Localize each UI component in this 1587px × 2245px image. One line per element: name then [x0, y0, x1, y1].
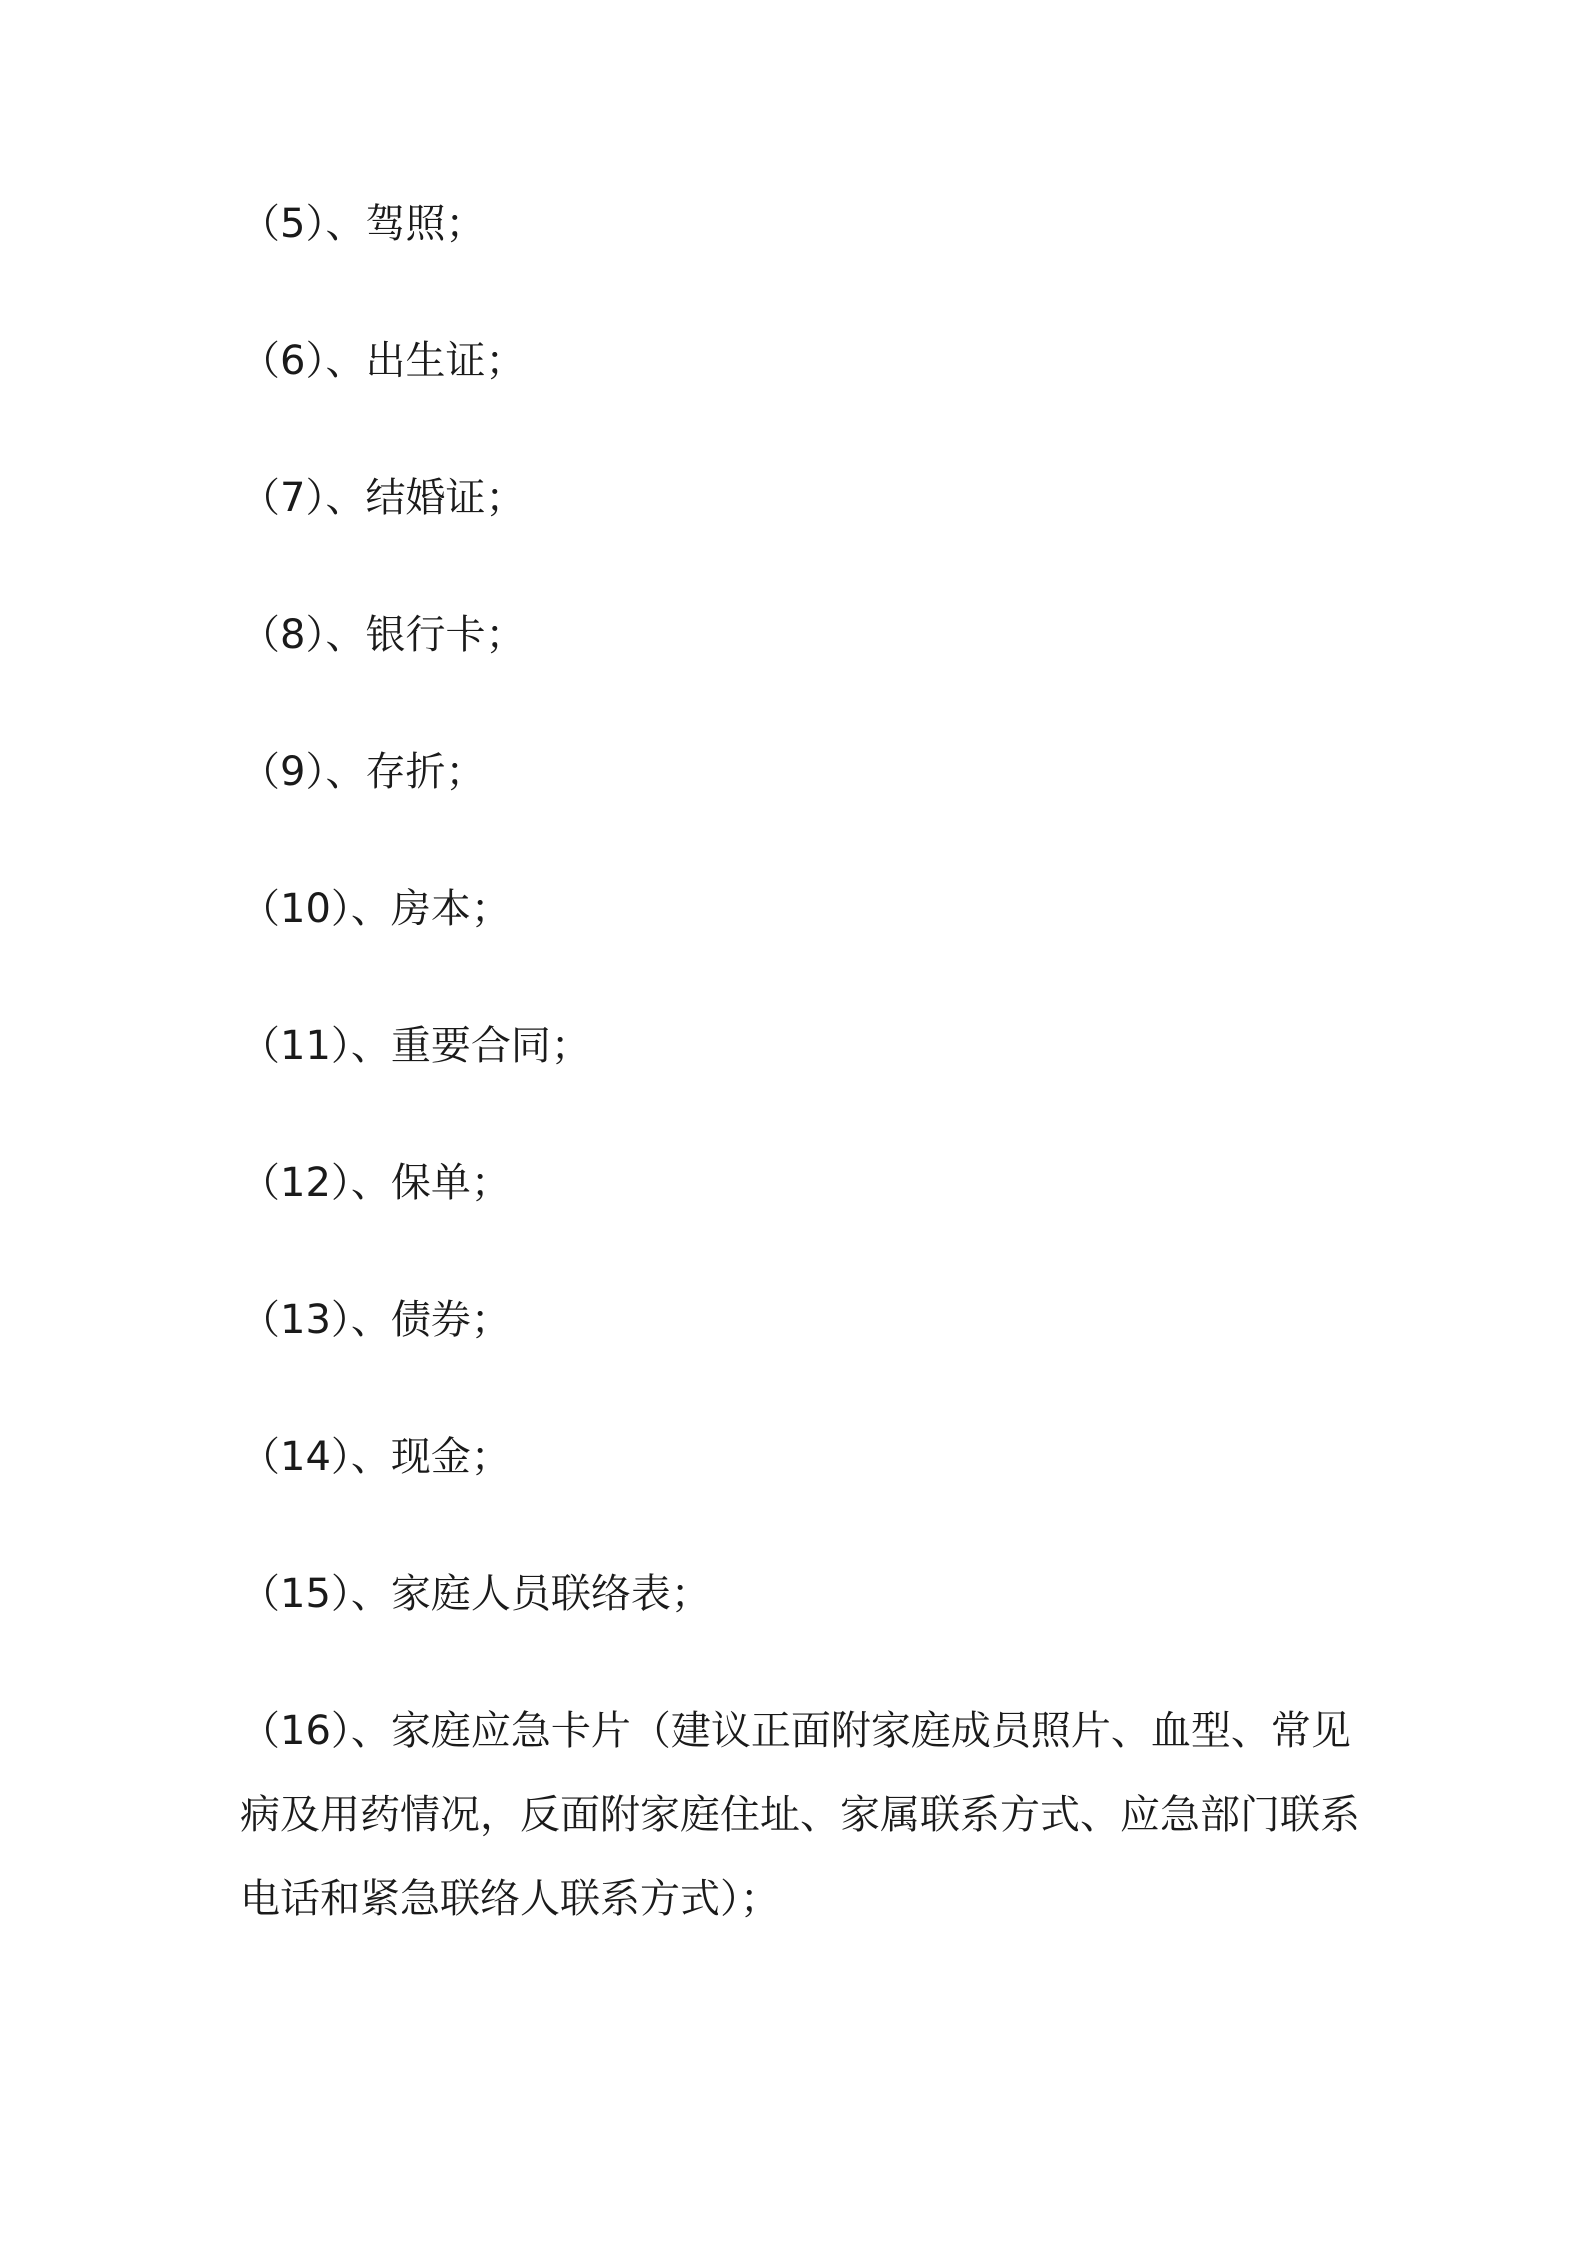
list-item: （6）、出生证； — [240, 338, 526, 384]
list-item: （9）、存折； — [240, 749, 486, 795]
list-item: （5）、驾照； — [240, 201, 486, 247]
list-item: （10）、房本； — [240, 886, 511, 932]
paragraph-line: 病及用药情况，反面附家庭住址、家属联系方式、应急部门联系 — [240, 1792, 1360, 1838]
list-item: （14）、现金； — [240, 1434, 511, 1480]
paragraph-line: （16）、家庭应急卡片（建议正面附家庭成员照片、血型、常见 — [240, 1708, 1351, 1754]
list-item: （15）、家庭人员联络表； — [240, 1571, 711, 1617]
paragraph-line: 电话和紧急联络人联系方式）； — [240, 1876, 780, 1922]
list-item: （11）、重要合同； — [240, 1023, 591, 1069]
list-item: （7）、结婚证； — [240, 475, 526, 521]
list-item-emergency-card — [240, 1689, 1360, 1941]
list-item: （13）、债券； — [240, 1297, 511, 1343]
document-list — [240, 200, 1360, 1941]
list-item: （8）、银行卡； — [240, 612, 526, 658]
list-item: （12）、保单； — [240, 1160, 511, 1206]
